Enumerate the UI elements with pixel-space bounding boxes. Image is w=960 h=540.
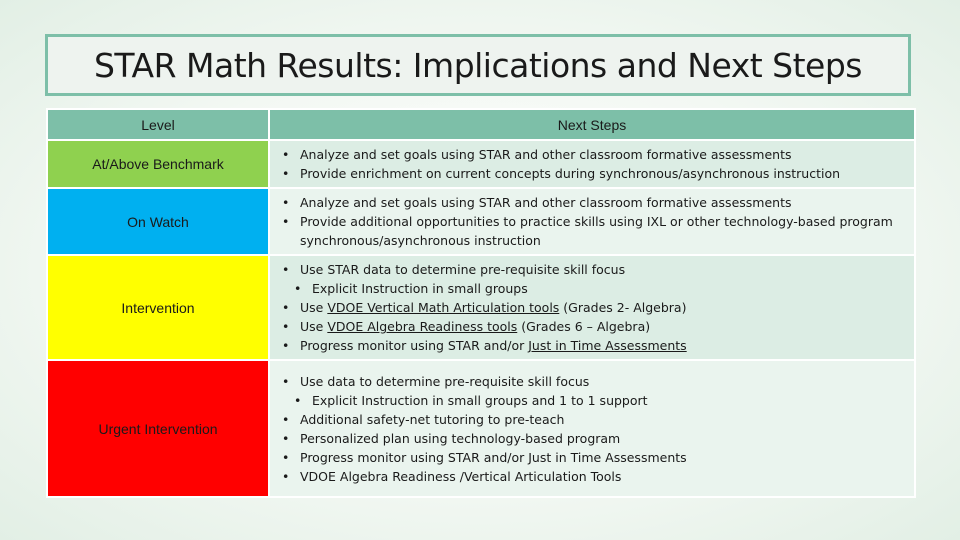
list-text: (Grades 2- Algebra) (559, 300, 687, 315)
list-item: • Personalized plan using technology-based program (276, 429, 904, 448)
page-title: STAR Math Results: Implications and Next Steps (93, 45, 863, 85)
list-text: Progress monitor using STAR and/or (300, 338, 529, 353)
steps-cell (269, 140, 915, 188)
level-cell: At/Above Benchmark (47, 140, 269, 188)
list-item: • Use STAR data to determine pre-requisite skill focus (276, 260, 904, 279)
list-item: • VDOE Algebra Readiness /Vertical Articulation Tools (276, 467, 904, 486)
list-item: • Provide additional opportunities to practice skills using IXL or other technology-based program synchronous/asynchronous instruction (276, 212, 904, 250)
steps-cell (269, 188, 915, 255)
header-level: Level (47, 109, 269, 140)
level-cell: On Watch (47, 188, 269, 255)
just-in-time-assessments-link[interactable]: Just in Time Assessments (528, 338, 687, 353)
steps-list (276, 372, 904, 486)
list-item: • Analyze and set goals using STAR and other classroom formative assessments (276, 193, 904, 212)
vdoe-algebra-readiness-link[interactable]: VDOE Algebra Readiness tools (327, 319, 518, 334)
list-item: • Provide enrichment on current concepts during synchronous/asynchronous instruction (276, 164, 904, 183)
list-text: Use (300, 300, 328, 315)
list-item: • Analyze and set goals using STAR and other classroom formative assessments (276, 145, 904, 164)
steps-list (276, 145, 904, 183)
list-subitem: • Explicit Instruction in small groups (276, 279, 904, 298)
list-item: • Additional safety-net tutoring to pre-teach (276, 410, 904, 429)
list-item: • Progress monitor using STAR and/or Just in Time Assessments (276, 448, 904, 467)
steps-list (276, 260, 904, 355)
title-box (45, 34, 911, 96)
list-text: Use (300, 319, 328, 334)
list-item (276, 336, 904, 355)
list-item (276, 317, 904, 336)
level-cell: Urgent Intervention (47, 360, 269, 497)
list-item (276, 298, 904, 317)
list-text: (Grades 6 – Algebra) (517, 319, 651, 334)
table-header-row (47, 109, 915, 140)
table-row-on-watch (47, 188, 915, 255)
table-row-at-above-benchmark (47, 140, 915, 188)
steps-cell (269, 255, 915, 360)
header-next-steps: Next Steps (269, 109, 915, 140)
list-item: • Use data to determine pre-requisite skill focus (276, 372, 904, 391)
table-row-urgent-intervention (47, 360, 915, 497)
list-subitem: • Explicit Instruction in small groups and 1 to 1 support (276, 391, 904, 410)
next-steps-table (46, 108, 916, 498)
steps-cell (269, 360, 915, 497)
table-row-intervention (47, 255, 915, 360)
vdoe-vertical-math-articulation-link[interactable]: VDOE Vertical Math Articulation tools (327, 300, 560, 315)
steps-list (276, 193, 904, 250)
level-cell: Intervention (47, 255, 269, 360)
